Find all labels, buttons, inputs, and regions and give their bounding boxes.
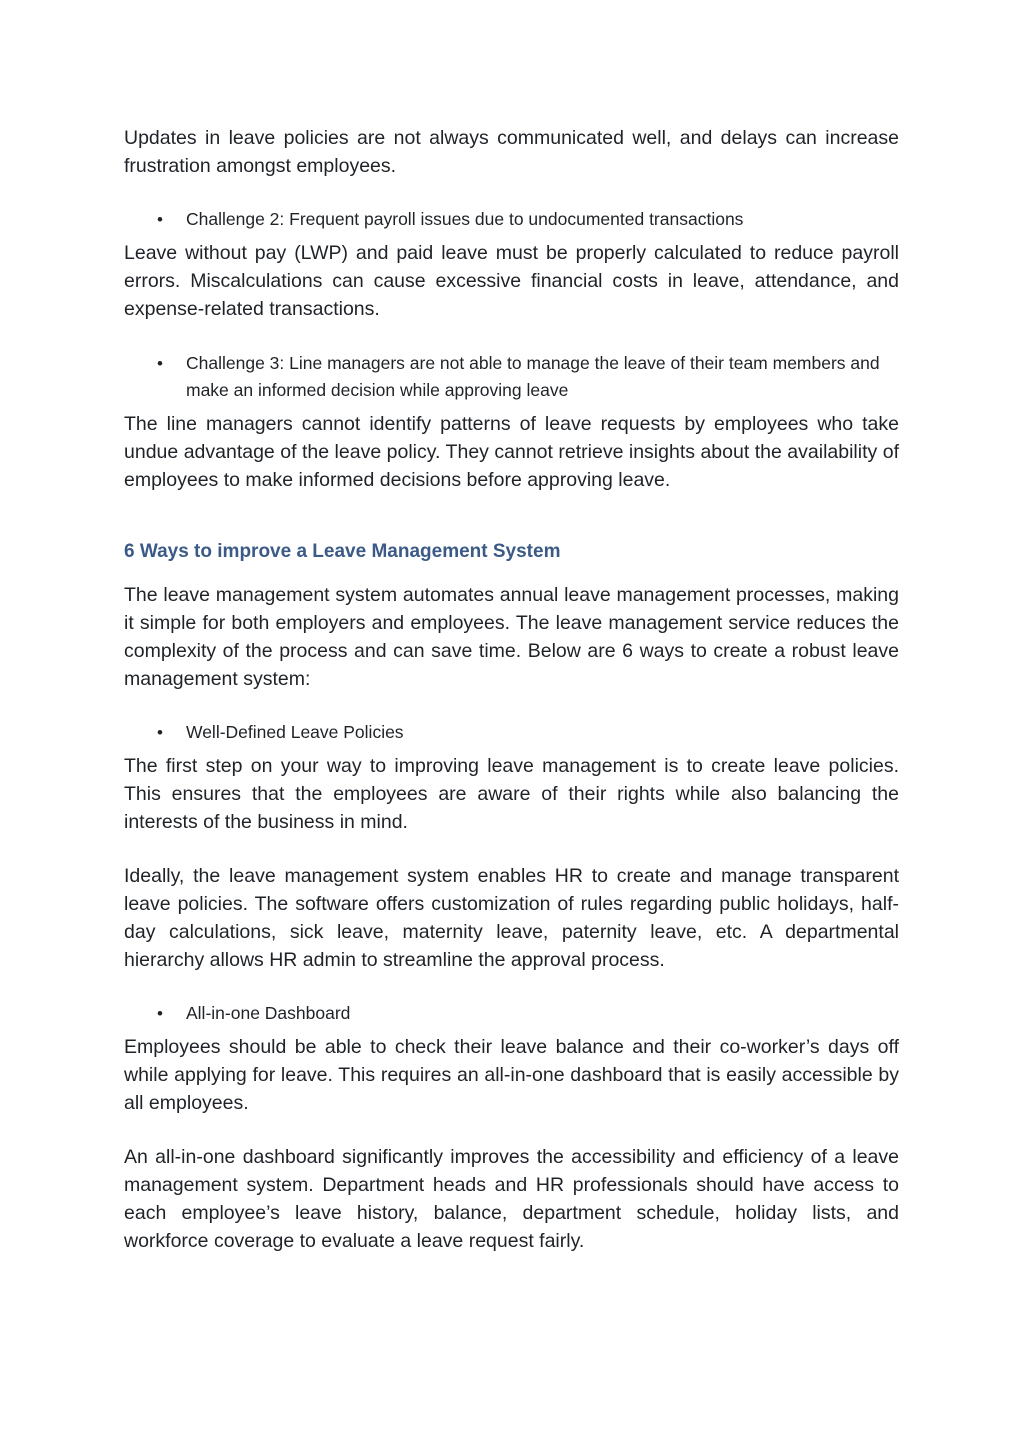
paragraph-ideally: Ideally, the leave management system enables HR to create and manage transparent leave policies. The software offers customization of rules regarding public holidays, half-day calculations, sick leave, maternity leave, paternity leave, etc. A departmental hierarchy allows HR admin to streamline the approval process.: [124, 865, 899, 971]
bullet-all-in-one-dashboard: [124, 1000, 899, 1027]
section-heading: 6 Ways to improve a Leave Management System: [124, 541, 561, 562]
paragraph-line-managers: The line managers cannot identify patterns of leave requests by employees who take undue advantage of the leave policy. They cannot retrieve insights about the availability of employees to make informed decisions before approving leave.: [124, 413, 899, 491]
bullet-text: Challenge 2: Frequent payroll issues due to undocumented transactions: [186, 209, 744, 229]
paragraph-dashboard-benefits: An all-in-one dashboard significantly improves the accessibility and efficiency of a leave management system. Department heads and HR professionals should have access to each employee’s leave history, balance, department schedule, holiday lists, and workforce coverage to evaluate a leave request fairly.: [124, 1146, 899, 1252]
paragraph-first-step: The first step on your way to improving leave management is to create leave policies. This ensures that the employees are aware of their rights while also balancing the interests of the business in mind.: [124, 755, 899, 833]
bullet-icon: •: [157, 354, 163, 373]
bullet-text: All-in-one Dashboard: [186, 1003, 351, 1023]
paragraph-lwp: Leave without pay (LWP) and paid leave must be properly calculated to reduce payroll errors. Miscalculations can cause excessive financial costs in leave, attendance, and expense-related transactions.: [124, 242, 899, 320]
paragraph-intro: The leave management system automates annual leave management processes, making it simple for both employers and employees. The leave management service reduces the complexity of the process and can save time. Below are 6 ways to create a robust leave management system:: [124, 584, 899, 690]
bullet-challenge-2: [124, 206, 899, 233]
paragraph-updates: Updates in leave policies are not always communicated well, and delays can increase frustration amongst employees.: [124, 127, 899, 177]
document-page: [124, 124, 899, 1255]
bullet-icon: •: [157, 723, 163, 742]
paragraph-employees-check: Employees should be able to check their leave balance and their co-worker’s days off while applying for leave. This requires an all-in-one dashboard that is easily accessible by all employees.: [124, 1036, 899, 1114]
bullet-icon: •: [157, 1004, 163, 1023]
bullet-well-defined-policies: [124, 719, 899, 746]
bullet-challenge-3: [124, 350, 899, 404]
bullet-text: Well-Defined Leave Policies: [186, 722, 404, 742]
bullet-icon: •: [157, 210, 163, 229]
bullet-text: Challenge 3: Line managers are not able to manage the leave of their team members and make an informed decision while approving leave: [186, 353, 880, 400]
